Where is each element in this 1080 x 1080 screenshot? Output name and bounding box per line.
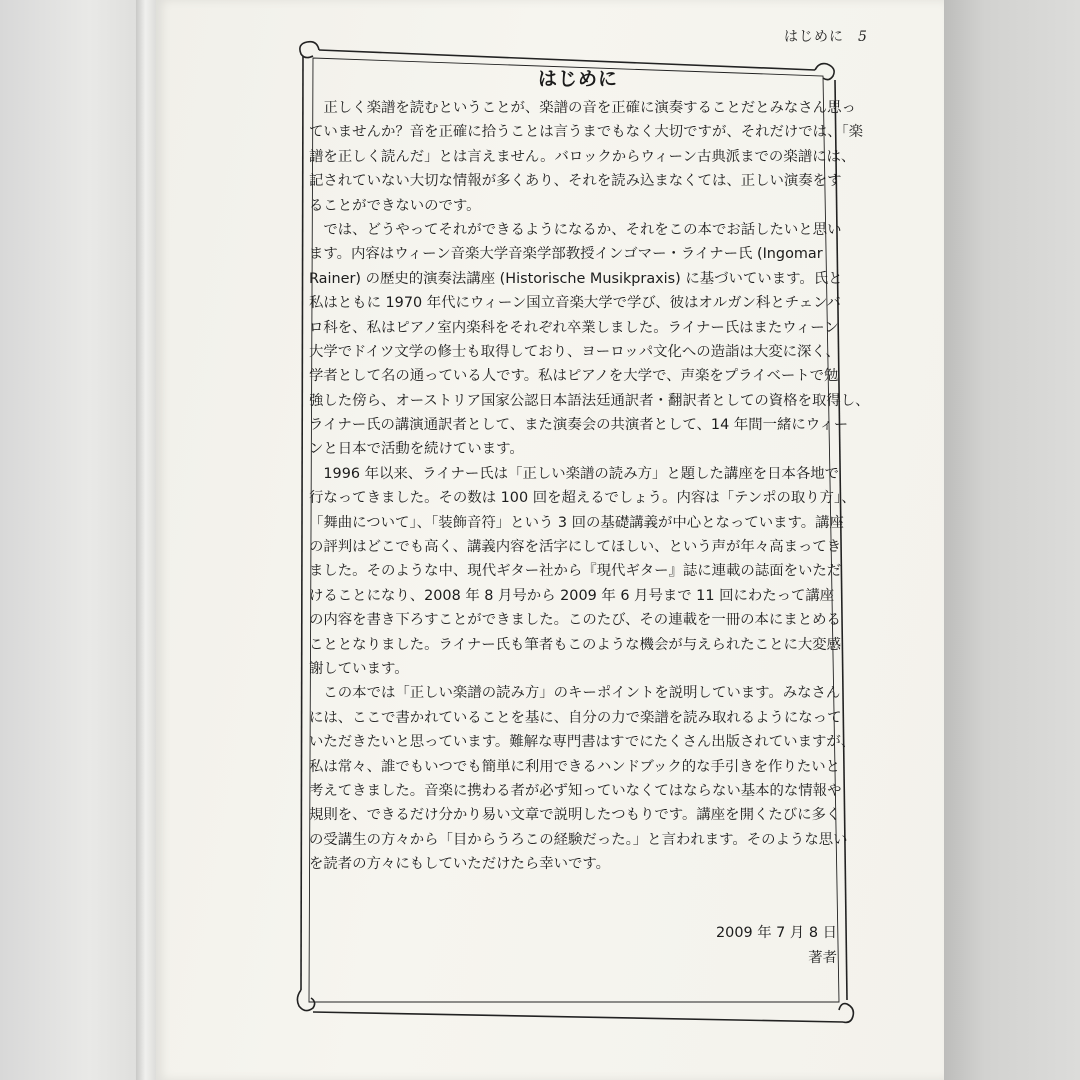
text-line: の内容を書き下ろすことができました。このたび、その連載を一冊の本にまとめる xyxy=(309,612,841,629)
text-line: 正しく楽譜を読むということが、楽譜の音を正確に演奏することだとみなさん思っ xyxy=(309,100,856,116)
text-line: 規則を、できるだけ分かり易い文章で説明したつもりです。講座を開くたびに多く xyxy=(309,807,841,824)
text-line: この本では「正しい楽譜の読み方」のキーポイントを説明しています。みなさん xyxy=(309,685,841,702)
text-line: ました。そのような中、現代ギター社から『現代ギター』誌に連載の誌面をいただ xyxy=(309,563,842,580)
table-background xyxy=(944,0,1080,1080)
text-line: の受講生の方々から「目からうろこの経験だった。」と言われます。そのような思い xyxy=(309,831,848,848)
text-line: 考えてきました。音楽に携わる者が必ず知っていなくてはならない基本的な情報や xyxy=(309,782,842,799)
text-line: 1996 年以来、ライナー氏は「正しい楽譜の読み方」と題した講座を日本各地で xyxy=(309,465,840,482)
text-line: 強した傍ら、オーストリア国家公認日本語法廷通訳者・翻訳者としての資格を取得し、 xyxy=(309,392,870,409)
text-line: ていませんか？音を正確に拾うことは言うまでもなく大切ですが、それだけでは、「楽 xyxy=(309,124,864,141)
text-line: ンと日本で活動を続けています。 xyxy=(309,441,524,458)
section-title: はじめに xyxy=(537,68,618,90)
text-line: 行なってきました。その数は 100 回を超えるでしょう。内容は「テンポの取り方」、 xyxy=(309,490,856,507)
running-head-label: はじめに xyxy=(784,29,844,45)
text-line: 私は常々、誰でもいつでも簡単に利用できるハンドブック的な手引きを作りたいと xyxy=(309,758,841,775)
text-line: 「舞曲について」、「装飾音符」という 3 回の基礎講義が中心となっています。講座 xyxy=(309,514,844,531)
text-line: では、どうやってそれができるようになるか、それをこの本でお話したいと思い xyxy=(309,221,842,238)
text-line: の評判はどこでも高く、講義内容を活字にしてほしい、という声が年々高まってき xyxy=(309,539,842,556)
text-line: を読者の方々にもしていただけたら幸いです。 xyxy=(309,856,611,873)
text-line: 学者として名の通っている人です。私はピアノを大学で、声楽をプライベートで勉 xyxy=(309,368,839,385)
author: 著者 xyxy=(808,950,837,966)
text-line: ロ科を、私はピアノ室内楽科をそれぞれ卒業しました。ライナー氏はまたウィーン xyxy=(309,319,839,336)
text-line: 謝しています。 xyxy=(309,660,409,677)
text-line: 私はともに 1970 年代にウィーン国立音楽大学で学び、彼はオルガン科とチェンバ xyxy=(309,295,841,312)
date: 2009 年 7 月 8 日 xyxy=(716,925,837,941)
text-line: 記されていない大切な情報が多くあり、それを読み込まなくては、正しい演奏をす xyxy=(309,173,842,190)
text-line: ることができないのです。 xyxy=(309,197,481,214)
text-line: には、ここで書かれていることを基に、自分の力で楽譜を読み取れるようになって xyxy=(309,709,842,726)
text-line: 大学でドイツ文学の修士も取得しており、ヨーロッパ文化への造詣は大変に深く、 xyxy=(309,343,840,360)
text-line: けることになり、2008 年 8 月号から 2009 年 6 月号まで 11 回にわたって講座 xyxy=(309,587,835,604)
text-line: こととなりました。ライナー氏も筆者もこのような機会が与えられたことに大変感 xyxy=(309,636,842,653)
text-line: いただきたいと思っています。難解な専門書はすでにたくさん出版されていますが、 xyxy=(309,734,856,751)
page-number: 5 xyxy=(858,29,868,45)
body-text xyxy=(309,96,870,877)
text-line: Rainer) の歴史的演奏法講座 (Historische Musikpraxis) に基づいています。氏と xyxy=(309,270,843,287)
left-page xyxy=(0,0,150,1080)
text-line: ライナー氏の講演通訳者として、また演奏会の共演者として、14 年間一緒にウィー xyxy=(309,417,849,434)
text-line: 譜を正しく読んだ」とは言えません。バロックからウィーン古典派までの楽譜には、 xyxy=(309,148,856,165)
text-line: ます。内容はウィーン音楽大学音楽学部教授インゴマー・ライナー氏 (Ingomar xyxy=(309,246,823,263)
